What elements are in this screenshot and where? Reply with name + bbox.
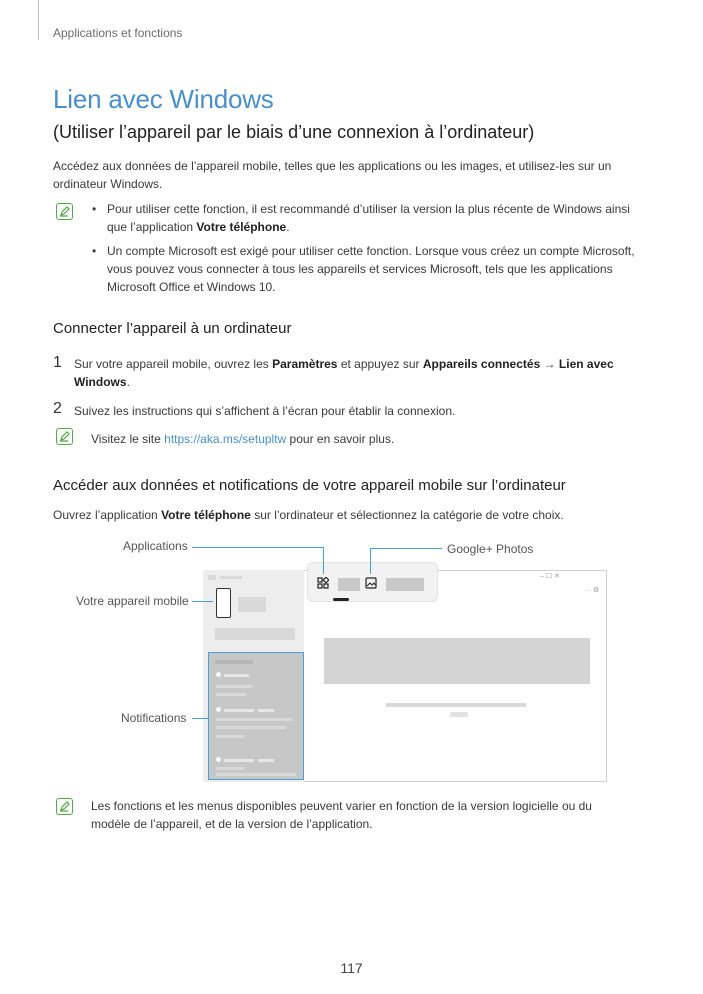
phone-icon: [216, 588, 231, 618]
step-1-mid: et appuyez sur: [337, 357, 423, 371]
note-icon: [56, 203, 73, 220]
tab-active-indicator: [333, 598, 349, 601]
step-1-text: [74, 355, 619, 391]
notif-line: [216, 693, 246, 696]
bullet-1-bold: Votre téléphone: [196, 220, 287, 234]
s2-pre: Ouvrez l’application: [53, 508, 162, 522]
step-1-link-windows: Lien avec Windows: [74, 357, 614, 389]
header-rule: [38, 0, 39, 40]
notif-line: [216, 685, 252, 688]
step-2-text: Suivez les instructions qui s’affichent à l’écran pour établir la connexion.: [74, 404, 456, 418]
notif-line: [216, 767, 244, 770]
content-placeholder: [324, 638, 590, 684]
more-icon: ··· ⚙: [584, 587, 600, 594]
page-title: Lien avec Windows: [53, 84, 274, 114]
intro-text: Accédez aux données de l’appareil mobile, telles que les applications ou les images, et utilisez-les sur un ordinateur Windows.: [53, 159, 612, 191]
notif-line: [216, 718, 292, 721]
setup-link[interactable]: https://aka.ms/setupltw: [164, 432, 287, 446]
sidebar-logo: [208, 575, 216, 580]
notif-line: [224, 674, 249, 677]
notif-line: [224, 709, 254, 712]
page-subtitle: (Utiliser l’appareil par le biais d’une connexion à l’ordinateur): [53, 122, 535, 142]
bullet-2-text: Un compte Microsoft est exigé pour utiliser cette fonction. Lorsque vous créez un compte Microsoft, vous pouvez vous connecter à tous les appareils et services Microsoft, tels que les applications Microsoft Office et Windows 10.: [107, 244, 635, 294]
callout-line: [192, 547, 323, 548]
step-1-end: .: [126, 375, 130, 389]
step-1-pre: Sur votre appareil mobile, ouvrez les: [74, 357, 273, 371]
bullet-1-end: .: [286, 220, 290, 234]
apps-tab-icon[interactable]: [317, 576, 329, 594]
callout-notifications: Notifications: [121, 711, 187, 725]
callout-line: [192, 601, 213, 602]
note-link-text: [91, 430, 394, 448]
callout-line: [323, 547, 324, 574]
device-name-bar: [238, 597, 266, 612]
callout-line: [192, 718, 208, 719]
notif-line: [216, 773, 296, 776]
step-1-settings: Paramètres: [272, 357, 338, 371]
callout-device: Votre appareil mobile: [76, 594, 189, 608]
note-post: pour en savoir plus.: [286, 432, 395, 446]
section-heading-access: Accéder aux données et notifications de votre appareil mobile sur l’ordinateur: [53, 477, 566, 494]
sidebar-title-bar: [220, 576, 242, 579]
notif-line: [216, 735, 244, 738]
section-header: Applications et fonctions: [53, 26, 183, 40]
step-number: 2: [53, 400, 62, 417]
notif-dot: [216, 757, 221, 762]
notif-dot: [216, 672, 221, 677]
sidebar-button-bar: [215, 628, 295, 640]
apps-tab-label: [338, 578, 360, 591]
note-pre: Visitez le site: [91, 432, 165, 446]
notif-line: [224, 759, 254, 762]
note-icon: [56, 428, 73, 445]
notif-header-bar: [215, 660, 253, 664]
final-note: Les fonctions et les menus disponibles peuvent varier en fonction de la version logicielle ou du modèle de l’appareil, et de la version de l’application.: [91, 799, 592, 831]
note-bullet-1: [92, 200, 647, 236]
note-icon: [56, 798, 73, 815]
notif-dot: [216, 707, 221, 712]
content-text-bar: [386, 703, 526, 707]
callout-photos: Google+ Photos: [447, 542, 534, 556]
note-bullet-2: [92, 242, 647, 296]
content-button: [450, 712, 468, 717]
section-2-text: [53, 506, 653, 524]
callout-line: [370, 548, 442, 549]
window-controls: – ☐ ✕: [540, 573, 560, 580]
s2-post: sur l’ordinateur et sélectionnez la catégorie de votre choix.: [250, 508, 564, 522]
notif-line: [258, 709, 274, 712]
bullet-dot: •: [92, 244, 97, 258]
bullet-dot: •: [92, 202, 97, 216]
step-1-connected-devices: Appareils connectés: [422, 357, 541, 371]
notifications-panel: [208, 652, 304, 780]
page-number: 117: [340, 960, 363, 976]
photos-tab-icon[interactable]: [365, 576, 377, 594]
step-number: 1: [53, 354, 62, 371]
photos-tab-label: [386, 578, 424, 591]
s2-app-name: Votre téléphone: [161, 508, 251, 522]
bullet-1-text: Pour utiliser cette fonction, il est recommandé d’utiliser la version la plus récente de Windows ainsi que l’application: [107, 202, 630, 234]
section-heading-connect: Connecter l’appareil à un ordinateur: [53, 320, 292, 337]
notif-line: [258, 759, 274, 762]
notif-line: [216, 726, 286, 729]
callout-line: [370, 548, 371, 574]
callout-applications: Applications: [123, 539, 188, 553]
step-1-arrow: →: [540, 357, 559, 371]
